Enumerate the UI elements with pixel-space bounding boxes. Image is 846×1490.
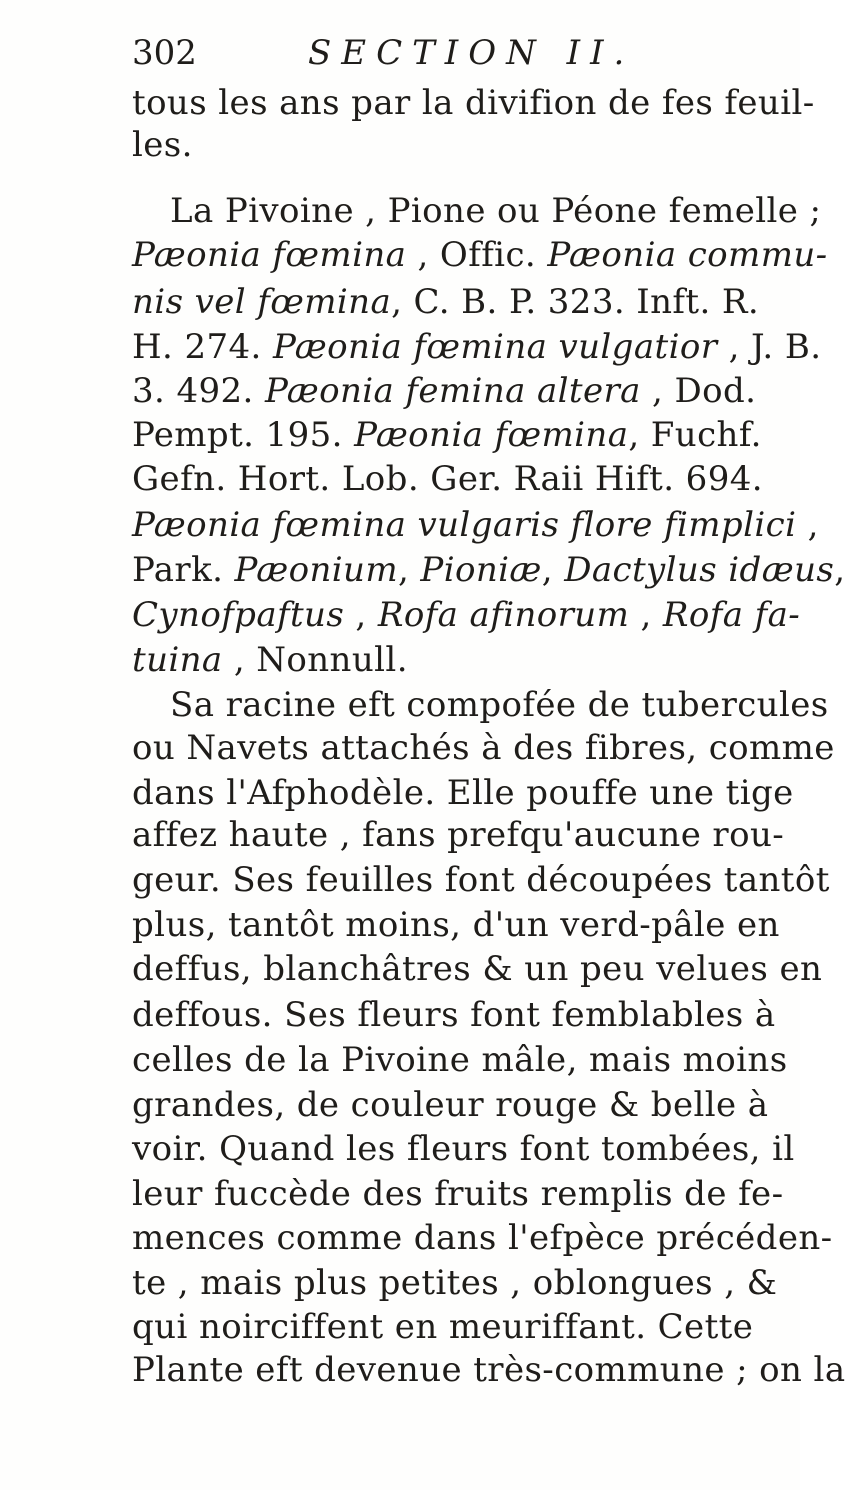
page-header <box>132 30 772 76</box>
text-segment: geur. Ses feuilles font découpées tantôt <box>132 860 830 900</box>
text-line <box>132 1035 788 1085</box>
text-line <box>170 186 821 236</box>
text-segment: La Pivoine , Pione ou Péone femelle ; <box>170 191 822 231</box>
text-segment: , Dod. <box>640 371 757 411</box>
text-segment: , Nonnull. <box>222 640 408 680</box>
text-segment: H. 274. <box>132 327 273 367</box>
text-line <box>132 410 762 460</box>
italic-text-segment: nis vel fœmina <box>132 282 392 322</box>
text-segment: qui noirciffent en meuriffant. Cette <box>132 1307 754 1347</box>
italic-text-segment: Rofa afinorum <box>377 595 630 635</box>
text-line <box>132 590 800 640</box>
text-segment: celles de la Pivoine mâle, mais moins <box>132 1040 788 1080</box>
text-segment: , <box>344 595 378 635</box>
text-segment: plus, tantôt moins, d'un verd-pâle en <box>132 905 780 945</box>
text-segment: grandes, de couleur rouge & belle à <box>132 1085 769 1125</box>
text-line <box>132 1169 783 1219</box>
text-line <box>132 723 835 773</box>
text-line <box>132 944 822 994</box>
text-line <box>132 545 845 595</box>
italic-text-segment: Cynofpaftus <box>132 595 345 635</box>
italic-text-segment: Dactylus idæus <box>564 550 835 590</box>
text-segment: te , mais plus petites , oblongues , & <box>132 1263 778 1303</box>
text-segment: 3. 492. <box>132 371 265 411</box>
italic-text-segment: Pæonia fœmina <box>354 415 629 455</box>
text-segment: tous les ans par la divifion de fes feuil- <box>132 83 815 123</box>
text-line <box>132 500 819 550</box>
text-line <box>132 1080 768 1130</box>
text-segment: , <box>541 550 565 590</box>
text-line <box>132 120 193 170</box>
page-number: 302 <box>132 33 197 73</box>
italic-text-segment: Rofa fa- <box>662 595 801 635</box>
running-head: SECTION II. <box>308 33 635 73</box>
text-segment: deffus, blanchâtres & un peu velues en <box>132 949 823 989</box>
text-line <box>132 900 780 950</box>
text-segment: , J. B. <box>717 327 822 367</box>
italic-text-segment: tuina <box>132 640 223 680</box>
italic-text-segment: Pæonia fœmina vulgaris flore fimplici <box>132 505 797 545</box>
text-line <box>132 230 828 280</box>
text-line <box>132 810 784 860</box>
text-segment: ou Navets attachés à des fibres, comme <box>132 728 835 768</box>
text-segment: , <box>834 550 846 590</box>
text-segment: Pempt. 195. <box>132 415 355 455</box>
text-line <box>132 454 763 504</box>
text-line <box>132 635 408 685</box>
text-segment: , <box>796 505 819 545</box>
text-segment: , Fuchf. <box>628 415 762 455</box>
text-line <box>132 1345 846 1395</box>
text-line <box>132 78 815 128</box>
text-segment: leur fuccède des fruits remplis de fe- <box>132 1174 784 1214</box>
italic-text-segment: Pioniæ <box>420 550 542 590</box>
text-line <box>132 1213 833 1263</box>
text-segment: deffous. Ses fleurs font femblables à <box>132 995 776 1035</box>
text-segment: Gefn. Hort. Lob. Ger. Raii Hift. 694. <box>132 459 763 499</box>
text-segment: Park. <box>132 550 235 590</box>
text-segment: Plante eft devenue très-commune ; on la <box>132 1350 846 1390</box>
text-line <box>132 322 821 372</box>
text-segment: Sa racine eft compofée de tubercules <box>170 685 829 725</box>
text-line <box>132 1258 777 1308</box>
text-segment: les. <box>132 125 193 165</box>
text-segment: dans l'Afphodèle. Elle pouffe une tige <box>132 773 794 813</box>
italic-text-segment: Pæonium <box>234 550 398 590</box>
text-segment: , Offic. <box>406 235 548 275</box>
text-line <box>132 855 830 905</box>
text-segment: , <box>398 550 421 590</box>
italic-text-segment: Pæonia femina altera <box>264 371 641 411</box>
italic-text-segment: Pæonia fœmina vulgatior <box>272 327 718 367</box>
text-line <box>132 366 756 416</box>
text-segment: voir. Quand les fleurs font tombées, il <box>132 1129 795 1169</box>
text-line <box>132 1124 795 1174</box>
text-segment: , <box>629 595 663 635</box>
text-segment: , C. B. P. 323. Inft. R. <box>391 282 760 322</box>
text-line <box>132 277 759 327</box>
text-segment: affez haute , fans prefqu'aucune rou- <box>132 815 785 855</box>
text-segment: mences comme dans l'efpèce précéden- <box>132 1218 833 1258</box>
text-line <box>132 990 776 1040</box>
italic-text-segment: Pæonia fœmina <box>132 235 407 275</box>
italic-text-segment: Pæonia commu- <box>547 235 828 275</box>
